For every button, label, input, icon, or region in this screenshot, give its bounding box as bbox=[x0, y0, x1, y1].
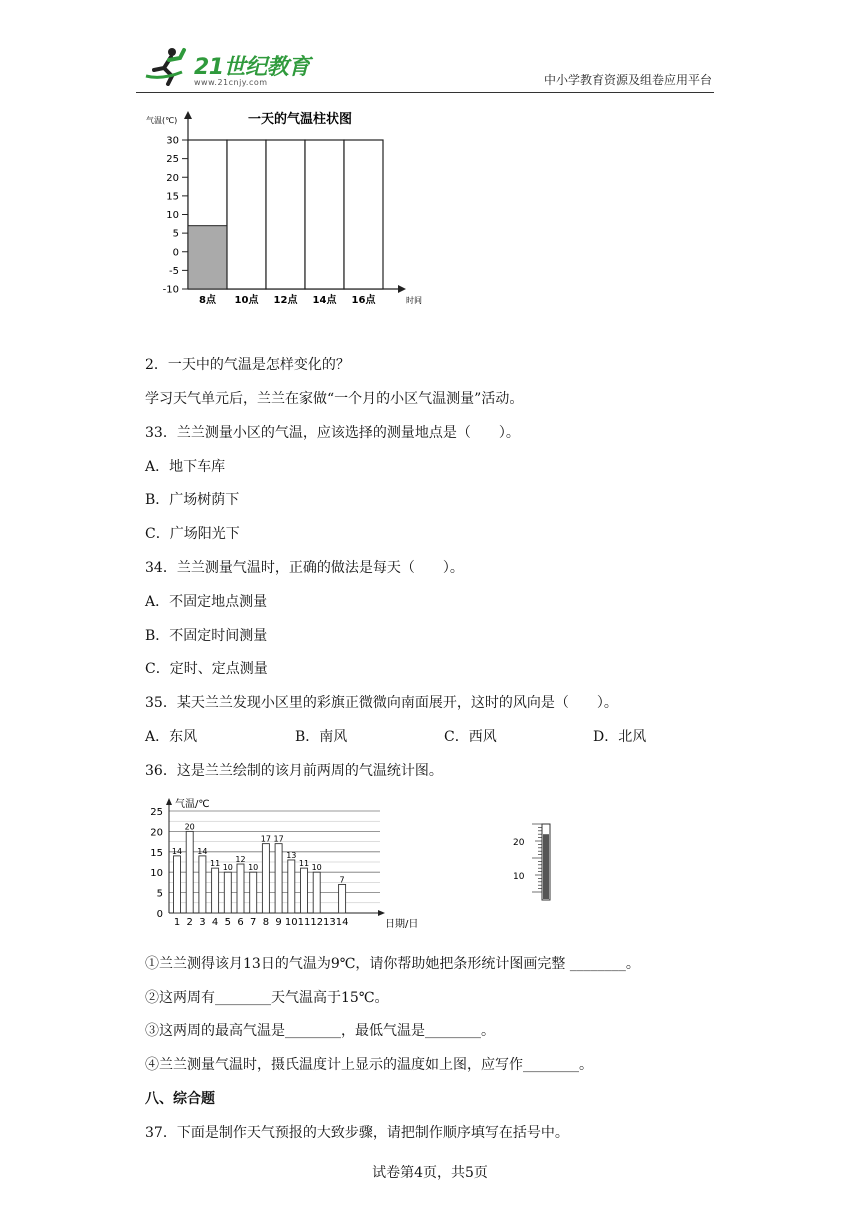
chart2-x-tick-label: 3 bbox=[199, 917, 206, 928]
chart2-bar bbox=[199, 856, 206, 913]
chart1-y-tick-label: 0 bbox=[172, 247, 179, 259]
chart2-bars bbox=[172, 822, 346, 913]
chart2-x-tick-label: 11 bbox=[297, 917, 311, 928]
runner-logo-icon bbox=[142, 46, 188, 86]
page-footer: 试卷第4页，共5页 bbox=[372, 1165, 488, 1181]
chart2-x-tick-label: 12 bbox=[310, 917, 324, 928]
chart1-x-axis-arrow-icon bbox=[398, 285, 406, 293]
page-header bbox=[136, 40, 714, 93]
chart2-y-tick-label: 25 bbox=[150, 807, 163, 818]
chart1-bar-frame bbox=[344, 140, 383, 289]
chart1-y-tick-label: 10 bbox=[166, 210, 179, 221]
chart2-x-tick-label: 8 bbox=[262, 917, 270, 928]
chart1-bar-frame bbox=[266, 140, 305, 289]
chart1-x-ticks bbox=[199, 293, 376, 306]
chart1-y-tick-label: -10 bbox=[162, 284, 179, 296]
chart1-xlabel: 时间 bbox=[406, 296, 422, 305]
chart2-x-tick-label: 9 bbox=[275, 917, 282, 928]
q33-option-b: B．广场树荫下 bbox=[145, 492, 240, 508]
chart2-x-tick-label: 2 bbox=[186, 917, 193, 928]
chart2-ylabel: 气温/℃ bbox=[175, 799, 210, 810]
chart2-x-tick-label: 1 bbox=[173, 917, 181, 928]
chart2-data-label: 13 bbox=[286, 850, 297, 860]
chart2-bar bbox=[186, 831, 193, 913]
chart1-title: 一天的气温柱状图 bbox=[247, 112, 353, 127]
chart2-bar bbox=[339, 884, 346, 913]
daily-temperature-chart bbox=[140, 103, 440, 313]
chart1-x-tick-label: 16点 bbox=[351, 295, 376, 306]
chart1-y-axis-arrow-icon bbox=[184, 111, 192, 119]
chart2-data-label: 12 bbox=[235, 855, 246, 865]
chart2-bar bbox=[275, 844, 282, 913]
chart1-y-tick-label: 15 bbox=[166, 191, 179, 203]
q35-option-a: A．东风 bbox=[145, 729, 198, 745]
chart1-y-tick-label: 25 bbox=[166, 154, 179, 166]
question-36-part-1: ①兰兰测得该月13日的气温为9℃，请你帮助她把条形统计图画完整 ________。 bbox=[145, 956, 640, 972]
chart1-x-tick-label: 12点 bbox=[273, 295, 298, 306]
chart2-y-tick-label: 0 bbox=[156, 909, 163, 920]
chart1-bar-frame bbox=[227, 140, 266, 289]
chart2-y-tick-label: 10 bbox=[150, 868, 163, 880]
chart2-data-label: 10 bbox=[311, 863, 322, 873]
chart2-bar bbox=[288, 860, 295, 913]
chart2-bar bbox=[174, 856, 181, 913]
question-37: 37．下面是制作天气预报的大致步骤，请把制作顺序填写在括号中。 bbox=[145, 1125, 569, 1141]
q34-option-a: A．不固定地点测量 bbox=[145, 594, 268, 610]
site-logo bbox=[142, 46, 342, 90]
chart2-y-tick-label: 5 bbox=[156, 888, 163, 900]
question-36-part-4: ④兰兰测量气温时，摄氏温度计上显示的温度如上图，应写作________。 bbox=[145, 1057, 593, 1073]
chart1-x-tick-label: 8点 bbox=[199, 295, 216, 306]
q34-option-b: B．不固定时间测量 bbox=[145, 628, 268, 644]
chart2-data-label: 10 bbox=[248, 863, 259, 873]
chart1-ylabel: 气温(℃) bbox=[146, 116, 178, 125]
q34-option-c: C．定时、定点测量 bbox=[145, 661, 268, 677]
chart2-y-ticks bbox=[150, 807, 163, 920]
chart2-data-label: 14 bbox=[171, 846, 183, 856]
chart1-y-tick-label: 5 bbox=[172, 228, 179, 240]
chart2-data-label: 20 bbox=[184, 822, 195, 832]
chart1-x-tick-label: 14点 bbox=[312, 295, 337, 306]
thermometer-label-10: 10 bbox=[513, 872, 525, 882]
chart2-data-label: 11 bbox=[210, 859, 221, 869]
chart1-bar-frame bbox=[305, 140, 344, 289]
chart2-bar bbox=[237, 864, 244, 913]
chart2-x-tick-label: 7 bbox=[250, 917, 257, 928]
q33-option-a: A．地下车库 bbox=[145, 459, 226, 475]
q35-option-c: C．西风 bbox=[444, 729, 497, 745]
chart1-y-tick-label: -5 bbox=[169, 265, 179, 277]
platform-name: 中小学教育资源及组卷应用平台 bbox=[543, 73, 712, 87]
activity-intro: 学习天气单元后，兰兰在家做“一个月的小区气温测量”活动。 bbox=[145, 391, 524, 407]
chart2-x-tick-label: 10 bbox=[284, 917, 298, 928]
question-33: 33．兰兰测量小区的气温，应该选择的测量地点是（ ）。 bbox=[145, 425, 520, 441]
chart1-bars bbox=[188, 140, 383, 289]
chart2-data-label: 11 bbox=[298, 859, 310, 869]
chart2-x-axis-arrow-icon bbox=[378, 910, 385, 916]
chart2-x-ticks bbox=[174, 917, 349, 928]
chart2-data-label: 7 bbox=[339, 875, 345, 885]
question-2: 2．一天中的气温是怎样变化的？ bbox=[145, 357, 350, 373]
chart2-x-tick-label: 5 bbox=[224, 917, 231, 928]
two-week-temperature-chart bbox=[145, 793, 425, 933]
chart2-y-tick-label: 20 bbox=[150, 827, 163, 839]
chart2-bar bbox=[262, 844, 269, 913]
chart2-xlabel: 日期/日 bbox=[385, 919, 419, 930]
chart1-y-tick-label: 20 bbox=[166, 172, 179, 184]
chart2-x-tick-label: 6 bbox=[237, 917, 244, 928]
q35-option-d: D．北风 bbox=[593, 729, 647, 745]
chart2-bar bbox=[301, 868, 308, 913]
chart2-bar bbox=[224, 872, 231, 913]
chart2-x-tick-label: 13 bbox=[323, 917, 336, 928]
thermometer-figure bbox=[505, 820, 565, 905]
logo-url: www.21cnjy.com bbox=[194, 78, 268, 87]
chart2-bar bbox=[212, 868, 219, 913]
question-36: 36．这是兰兰绘制的该月前两周的气温统计图。 bbox=[145, 763, 443, 779]
chart2-data-label: 14 bbox=[197, 846, 208, 856]
q33-option-c: C．广场阳光下 bbox=[145, 526, 240, 542]
chart2-y-tick-label: 15 bbox=[150, 847, 163, 859]
q35-option-b: B．南风 bbox=[295, 729, 348, 745]
chart1-y-ticks bbox=[163, 136, 188, 296]
thermometer-label-20: 20 bbox=[513, 838, 525, 848]
question-36-part-2: ②这两周有________天气温高于15℃。 bbox=[145, 990, 389, 1006]
question-34: 34．兰兰测量气温时，正确的做法是每天（ ）。 bbox=[145, 560, 464, 576]
chart2-bar bbox=[250, 872, 257, 913]
chart2-bar bbox=[313, 872, 320, 913]
chart2-x-tick-label: 4 bbox=[211, 917, 219, 928]
chart2-data-label: 17 bbox=[260, 834, 271, 844]
section-heading-8: 八、综合题 bbox=[145, 1091, 215, 1107]
chart2-data-label: 17 bbox=[273, 834, 284, 844]
thermometer-ticks bbox=[532, 824, 542, 892]
chart2-x-tick-label: 14 bbox=[335, 917, 349, 928]
question-35: 35．某天兰兰发现小区里的彩旗正微微向南面展开，这时的风向是（ ）。 bbox=[145, 695, 618, 711]
chart2-y-axis-arrow-icon bbox=[166, 798, 172, 805]
chart1-y-tick-label: 30 bbox=[166, 135, 179, 147]
chart1-x-tick-label: 10点 bbox=[234, 295, 259, 306]
logo-text: 21世纪教育 bbox=[194, 55, 310, 80]
thermometer-mercury bbox=[543, 834, 549, 899]
question-36-part-3: ③这两周的最高气温是________，最低气温是________。 bbox=[145, 1023, 495, 1039]
chart1-bar-fill bbox=[188, 226, 227, 289]
chart2-data-label: 10 bbox=[222, 863, 233, 873]
